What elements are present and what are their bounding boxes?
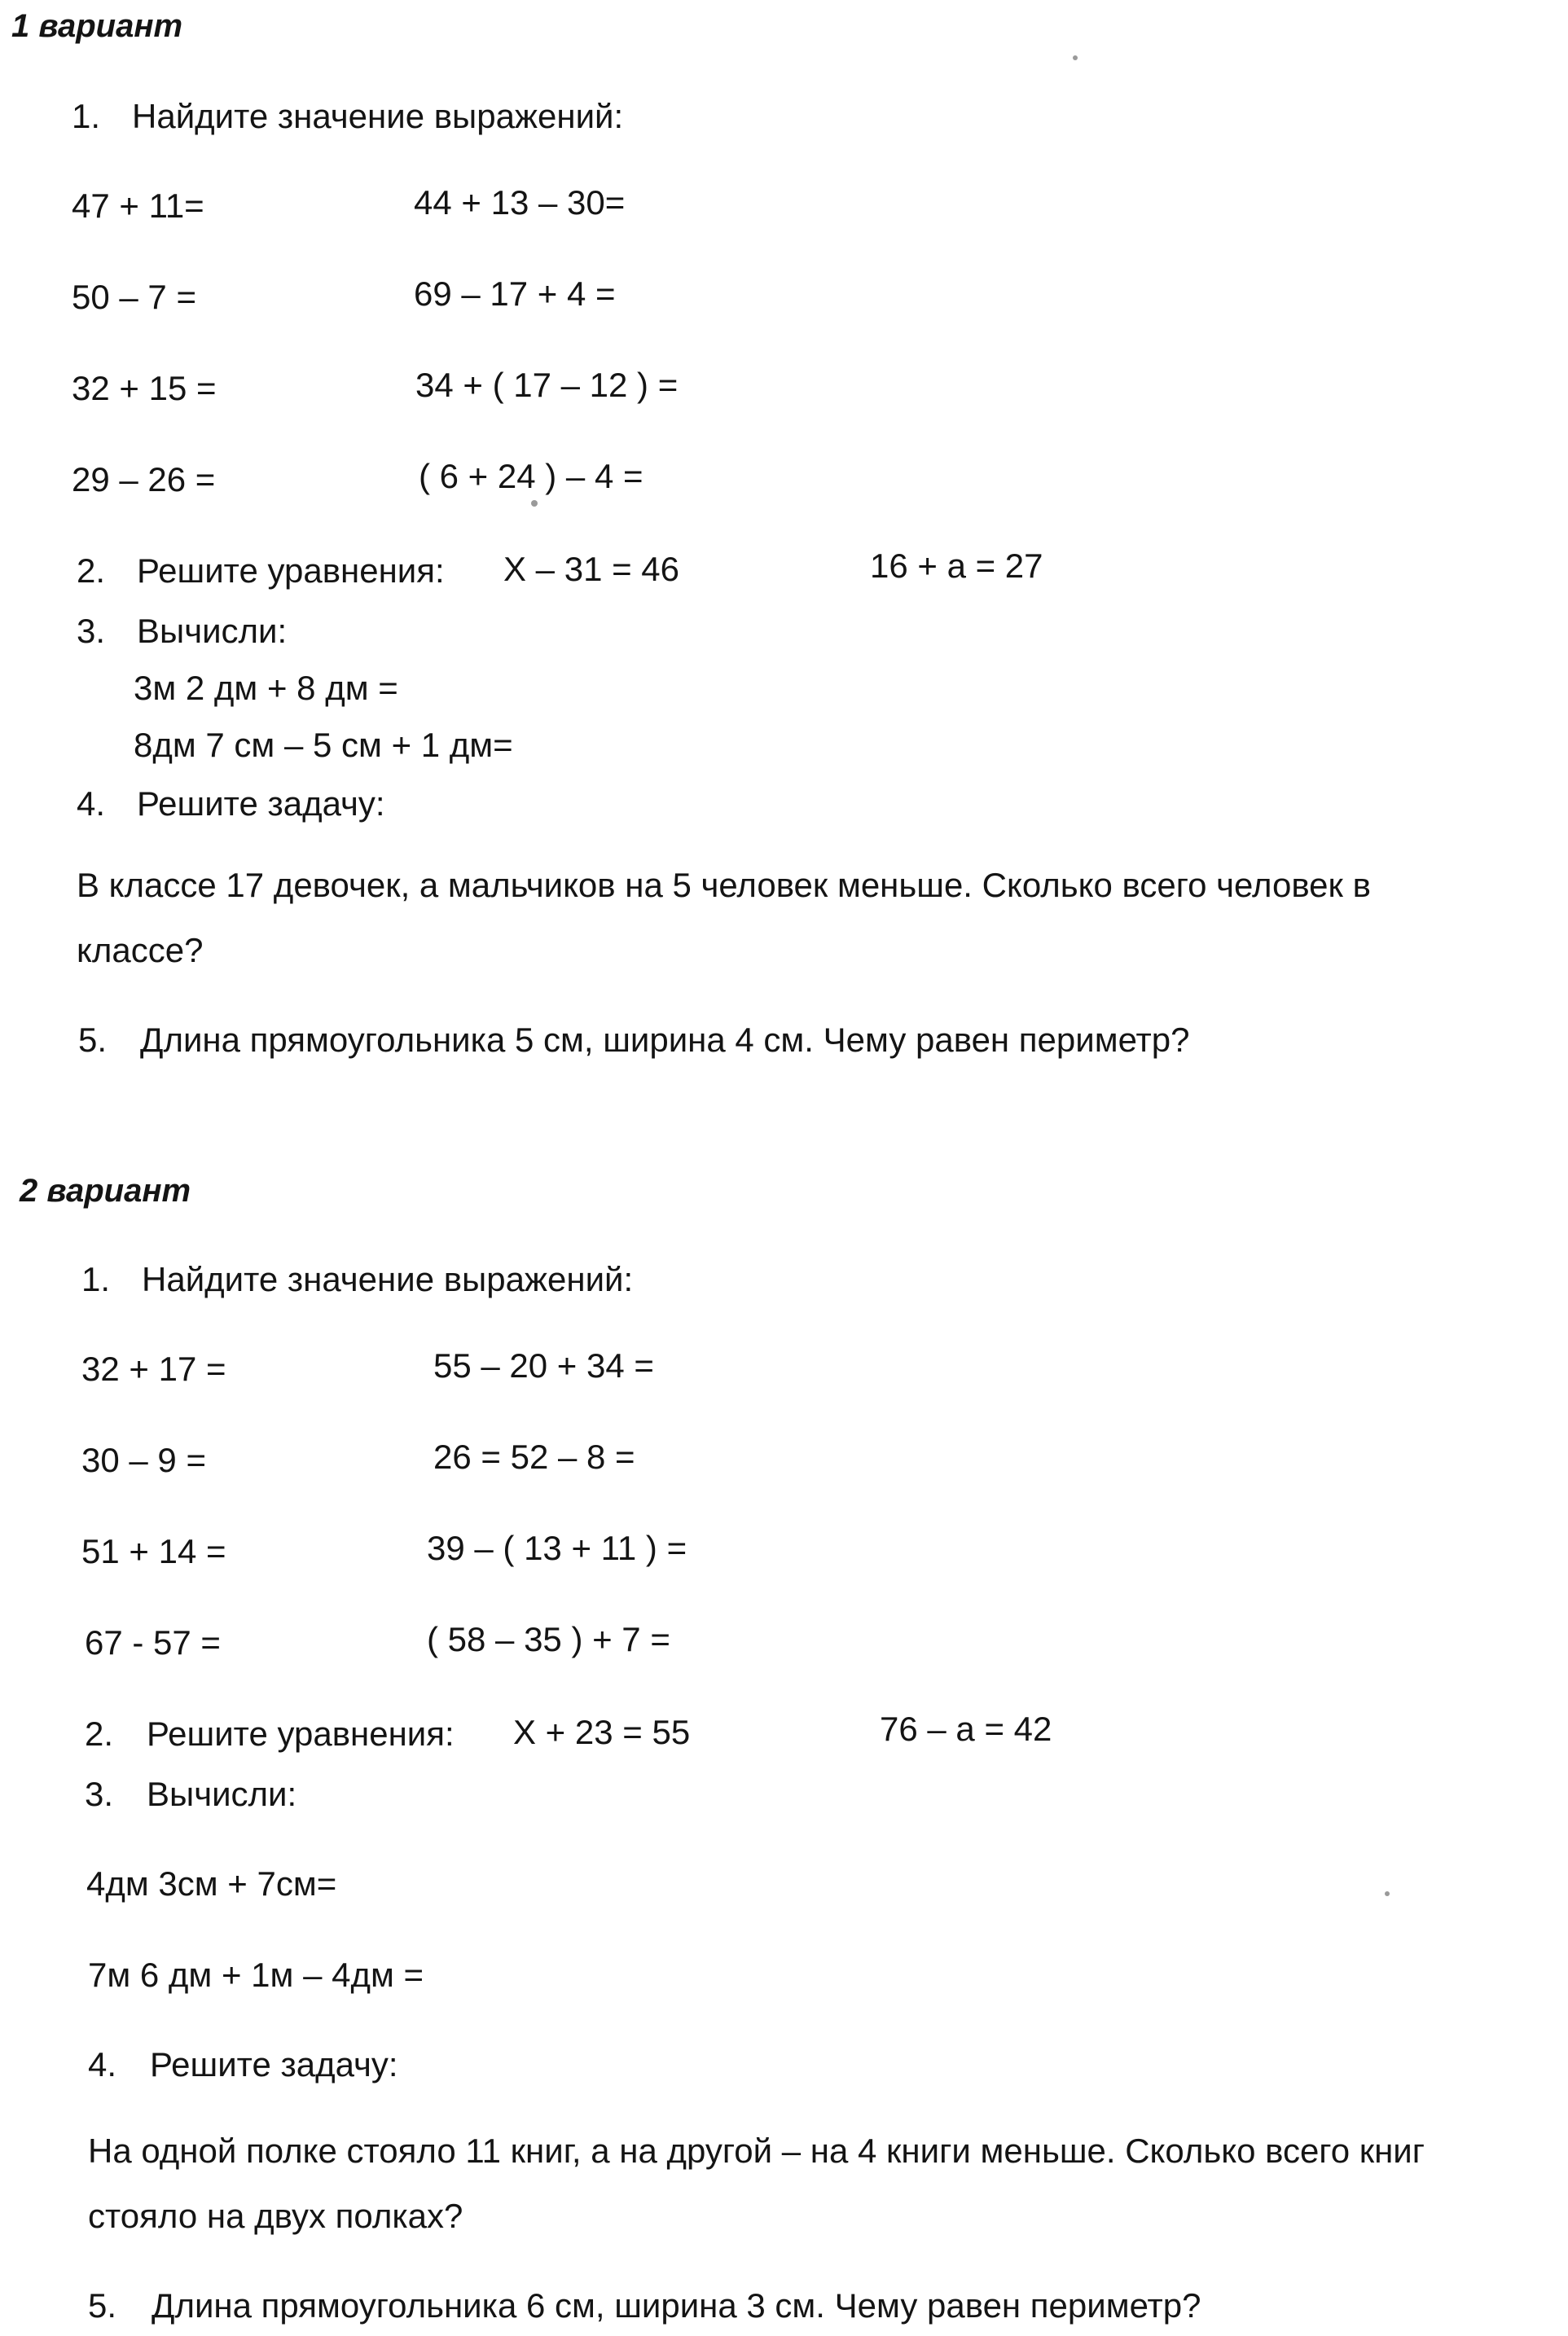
v1-expr-4: 69 – 17 + 4 = (414, 274, 616, 313)
v1-task5-number: 5. (78, 1021, 108, 1059)
v1-equation-1: X – 31 = 46 (503, 550, 680, 588)
v2-task2-number: 2. (85, 1715, 114, 1753)
v2-task1-title: Найдите значение выражений: (142, 1260, 634, 1298)
v2-expr-3: 30 – 9 = (81, 1441, 206, 1479)
v2-task5-text: Длина прямоугольника 6 см, ширина 3 см. Чему равен периметр? (152, 2286, 1201, 2325)
v1-expr-1: 47 + 11= (72, 187, 204, 225)
v1-task5-text: Длина прямоугольника 5 см, ширина 4 см. Чему равен периметр? (140, 1021, 1190, 1059)
v1-expr-5: 32 + 15 = (72, 369, 217, 407)
v2-task4-number: 4. (88, 2045, 117, 2084)
v2-task1-number: 1. (81, 1260, 111, 1298)
v2-expr-8: ( 58 – 35 ) + 7 = (427, 1620, 670, 1658)
v2-expr-1: 32 + 17 = (81, 1350, 226, 1388)
v2-task3-number: 3. (85, 1775, 114, 1813)
v2-expr-6: 39 – ( 13 + 11 ) = (427, 1529, 687, 1567)
v2-problem-line1: На одной полке стояло 11 книг, а на другой – на 4 книги меньше. Сколько всего книг (88, 2132, 1425, 2170)
scan-speck (1073, 55, 1078, 60)
v1-expr-6: 34 + ( 17 – 12 ) = (415, 366, 679, 404)
variant2-heading: 2 вариант (20, 1173, 191, 1209)
v1-calc-2: 8дм 7 см – 5 см + 1 дм= (134, 726, 513, 764)
v2-calc-2: 7м 6 дм + 1м – 4дм = (88, 1956, 424, 1994)
v2-expr-7: 67 - 57 = (85, 1623, 221, 1662)
v2-problem-line2: стояло на двух полках? (88, 2197, 463, 2235)
v2-equation-2: 76 – a = 42 (880, 1710, 1052, 1748)
v2-expr-4: 26 = 52 – 8 = (433, 1438, 635, 1476)
v1-task1-title: Найдите значение выражений: (132, 97, 624, 135)
v1-task3-title: Вычисли: (137, 612, 288, 650)
v1-expr-8: ( 6 + 24 ) – 4 = (419, 457, 643, 495)
v1-task2-number: 2. (77, 551, 106, 590)
scan-speck (531, 500, 538, 507)
v1-task4-title: Решите задачу: (137, 784, 385, 823)
v2-calc-1: 4дм 3см + 7см= (86, 1864, 337, 1903)
v1-problem-line1: В классе 17 девочек, а мальчиков на 5 человек меньше. Сколько всего человек в (77, 866, 1371, 904)
v1-expr-3: 50 – 7 = (72, 278, 196, 316)
v1-problem-line2: классе? (77, 931, 204, 969)
v1-task1-number: 1. (72, 97, 101, 135)
v2-task2-title: Решите уравнения: (147, 1715, 455, 1753)
v1-expr-7: 29 – 26 = (72, 460, 216, 498)
v1-calc-1: 3м 2 дм + 8 дм = (134, 669, 398, 707)
v2-task4-title: Решите задачу: (150, 2045, 398, 2084)
variant1-heading: 1 вариант (11, 8, 183, 44)
v2-task3-title: Вычисли: (147, 1775, 297, 1813)
v2-equation-1: X + 23 = 55 (513, 1713, 691, 1751)
v2-expr-2: 55 – 20 + 34 = (433, 1346, 654, 1385)
v1-task2-title: Решите уравнения: (137, 551, 445, 590)
v2-task5-number: 5. (88, 2286, 117, 2325)
v1-equation-2: 16 + a = 27 (870, 547, 1043, 585)
scan-speck (1385, 1891, 1390, 1896)
v1-expr-2: 44 + 13 – 30= (414, 183, 626, 222)
v1-task3-number: 3. (77, 612, 106, 650)
v1-task4-number: 4. (77, 784, 106, 823)
v2-expr-5: 51 + 14 = (81, 1532, 226, 1570)
